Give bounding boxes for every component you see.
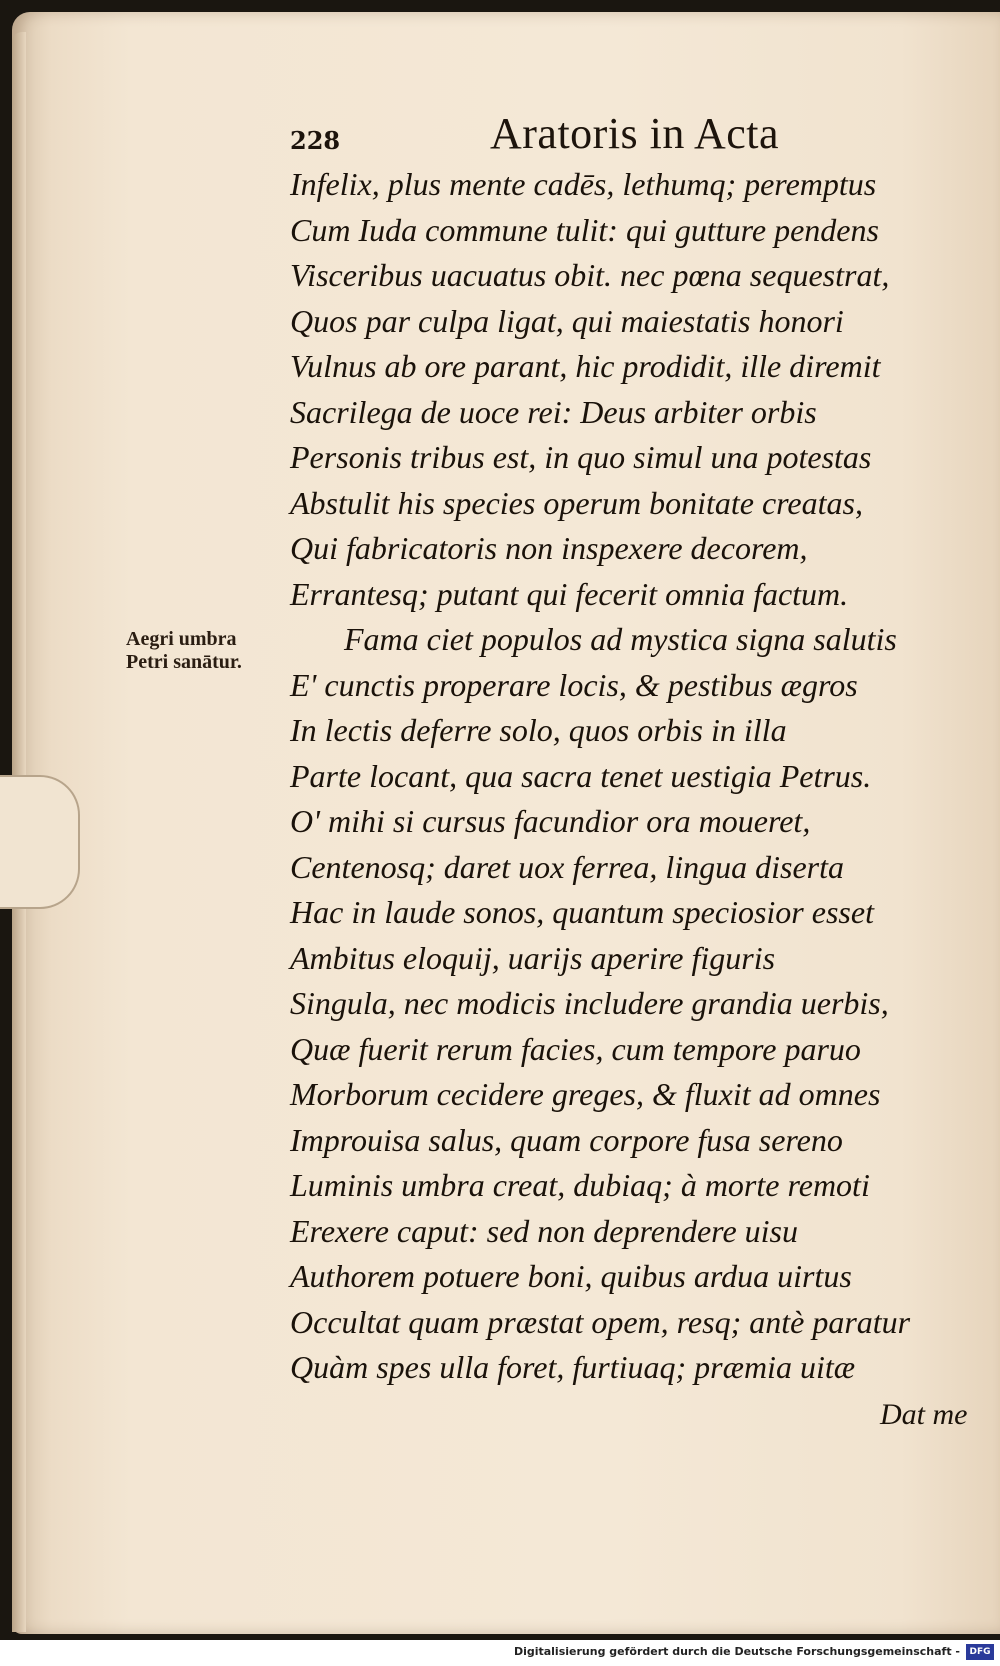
verse-line: Quæ fuerit rerum facies, cum tempore paruo	[290, 1030, 861, 1067]
verse-line: Quos par culpa ligat, qui maiestatis honori	[290, 302, 844, 339]
verse-line: Fama ciet populos ad mystica signa salutis	[344, 621, 897, 657]
verse-line: Authorem potuere boni, quibus ardua uirtus	[290, 1258, 852, 1294]
dfg-logo-icon: DFG	[966, 1644, 994, 1660]
verse-line: Parte locant, qua sacra tenet uestigia Petrus.	[290, 757, 872, 794]
verse-line: Vulnus ab ore parant, hic prodidit, ille diremit	[290, 348, 881, 384]
verse-line: Ambitus eloquij, uarijs aperire figuris	[290, 939, 776, 976]
verse-line: Qui fabricatoris non inspexere decorem,	[290, 530, 808, 566]
verse-line: E' cunctis properare locis, & pestibus ægros	[290, 666, 858, 703]
catchword: Dat me	[880, 1398, 968, 1431]
verse-line: Luminis umbra creat, dubiaq; à morte remoti	[290, 1167, 870, 1203]
footer-bar	[0, 1640, 1000, 1666]
folio-number: 228	[290, 126, 341, 155]
verse-line: Quàm spes ulla foret, furtiuaq; præmia uitæ	[290, 1349, 856, 1385]
verse-line: Errantesq; putant qui fecerit omnia factum.	[290, 575, 849, 612]
page-clip-tab	[0, 775, 80, 909]
verse-line: Erexere caput: sed non deprendere uisu	[290, 1212, 798, 1249]
running-head	[290, 108, 930, 168]
verse-line: Visceribus uacuatus obit. nec pœna sequestrat,	[290, 257, 890, 293]
running-title: Aratoris in Acta	[490, 109, 780, 158]
verse-text	[290, 162, 980, 1391]
verse-line: Singula, nec modicis includere grandia uerbis,	[290, 985, 889, 1021]
marginal-note-line: Aegri umbra	[126, 628, 237, 650]
verse-line: Personis tribus est, in quo simul una potestas	[290, 439, 872, 475]
verse-line: Morborum cecidere greges, & fluxit ad omnes	[290, 1076, 881, 1112]
verse-line: Improuisa salus, quam corpore fusa sereno	[290, 1121, 843, 1158]
marginal-note-line: Petri sanātur.	[126, 651, 242, 673]
verse-line: Infelix, plus mente cadēs, lethumq; peremptus	[290, 166, 877, 202]
verse-line: Occultat quam præstat opem, resq; antè paratur	[290, 1303, 911, 1340]
verse-line: O' mihi si cursus facundior ora moueret,	[290, 803, 811, 839]
footer-credit: Digitalisierung gefördert durch die Deutsche Forschungsgemeinschaft -	[513, 1645, 960, 1658]
verse-line: Abstulit his species operum bonitate creatas,	[290, 484, 863, 521]
marginal-note	[126, 628, 296, 674]
verse-line: In lectis deferre solo, quos orbis in illa	[290, 712, 787, 748]
verse-line: Centenosq; daret uox ferrea, lingua diserta	[290, 848, 844, 885]
verse-line: Hac in laude sonos, quantum speciosior esset	[290, 894, 874, 930]
verse-line: Cum Iuda commune tulit: qui gutture pendens	[290, 211, 879, 248]
verse-line: Sacrilega de uoce rei: Deus arbiter orbis	[290, 393, 817, 430]
